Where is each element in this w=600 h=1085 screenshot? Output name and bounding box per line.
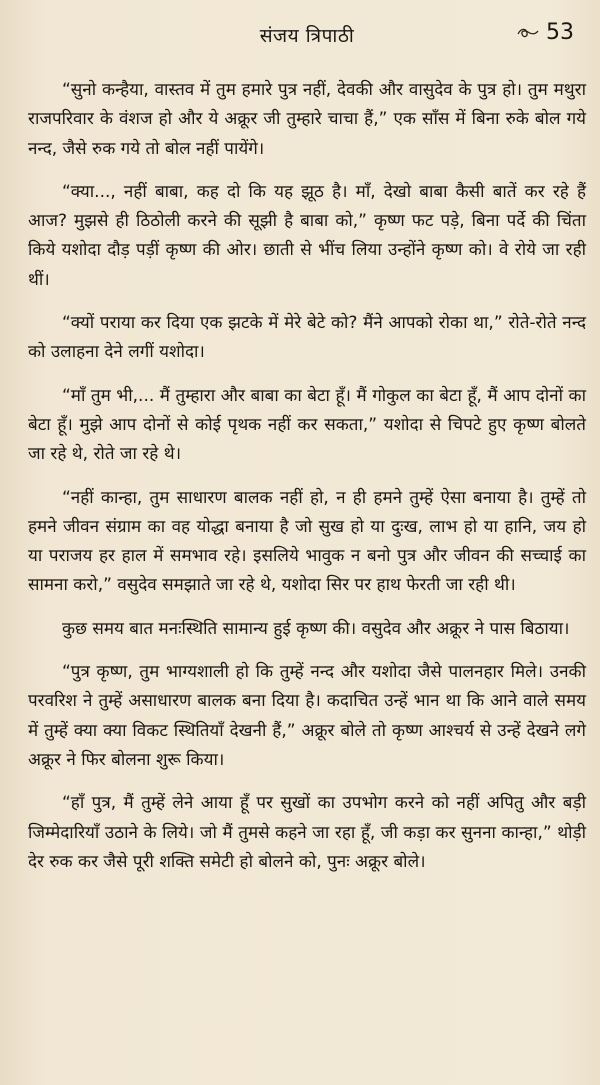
paragraph: कुछ समय बात मनःस्थिति सामान्य हुई कृष्ण की। वसुदेव और अक्रूर ने पास बिठाया। [62, 618, 570, 639]
page-number-group [516, 20, 574, 45]
paragraph: “नहीं कान्हा, तुम साधारण बालक नहीं हो, न ही हमने तुम्हें ऐसा बनाया है। तुम्हें तो हमने जीवन संग्राम का वह योद्धा बनाया है जो सुख हो या दुःख, लाभ हो या हानि, जय हो या पराजय हर हाल में समभाव रहे। इसलिये भावुक न बनो पुत्र और जीवन की सच्चाई का सामना करो,” वसुदेव समझाते जा रहे थे, यशोदा सिर पर हाथ फेरती जा रही थी। [28, 487, 586, 596]
paragraph: “हाँ पुत्र, मैं तुम्हें लेने आया हूँ पर सुखों का उपभोग करने को नहीं अपितु और बड़ी जिम्मेदारियाँ उठाने के लिये। जो मैं तुमसे कहने जा रहा हूँ, जी कड़ा कर सुनना कान्हा,” थोड़ी देर रुक कर जैसे पूरी शक्ति समेटी हो बोलने को, पुनः अक्रूर बोले। [28, 793, 586, 872]
running-head-author: संजय त्रिपाठी [259, 25, 355, 47]
paragraph: “सुनो कन्हैया, वास्तव में तुम हमारे पुत्र नहीं, देवकी और वासुदेव के पुत्र हो। तुम मथुरा राजपरिवार के वंशज हो और ये अक्रूर जी तुम्हारे चाचा हैं,” एक साँस में बिना रुके बोल गये नन्द, जैसे रुक गये तो बोल नहीं पायेंगे। [28, 80, 586, 159]
paragraph: “पुत्र कृष्ण, तुम भाग्यशाली हो कि तुम्हें नन्द और यशोदा जैसे पालनहार मिले। उनकी परवरिश ने तुम्हें असाधारण बालक बना दिया है। कदाचित उन्हें भान था कि आने वाले समय में तुम्हें क्या क्या विकट स्थितियाँ देखनी हैं,” अक्रूर बोले तो कृष्ण आश्चर्य से उन्हें देखने लगे अक्रूर ने फिर बोलना शुरू किया। [28, 662, 586, 770]
page-header [28, 0, 586, 64]
paragraph: “क्या..., नहीं बाबा, कह दो कि यह झूठ है। माँ, देखो बाबा कैसी बातें कर रहे हैं आज? मुझसे ही ठिठोली करने की सूझी है बाबा को,” कृष्ण फट पड़े, बिना पर्दे की चिंता किये यशोदा दौड़ पड़ीं कृष्ण की ओर। छाती से भींच लिया उन्होंने कृष्ण को। वे रोये जा रही थीं। [28, 181, 586, 290]
paragraph: “माँ तुम भी,... मैं तुम्हारा और बाबा का बेटा हूँ। मैं गोकुल का बेटा हूँ, मैं आप दोनों का बेटा हूँ। मुझे आप दोनों से कोई पृथक नहीं कर सकता,” यशोदा से चिपटे हुए कृष्ण बोलते जा रहे थे, रोते जा रहे थे। [28, 385, 586, 465]
page-body [28, 76, 586, 877]
swirl-ornament-icon [516, 26, 540, 40]
paragraph: “क्यों पराया कर दिया एक झटके में मेरे बेटे को? मैंने आपको रोका था,” रोते-रोते नन्द को उलाहना देने लगीं यशोदा। [28, 313, 586, 363]
page-number: 53 [546, 20, 574, 45]
